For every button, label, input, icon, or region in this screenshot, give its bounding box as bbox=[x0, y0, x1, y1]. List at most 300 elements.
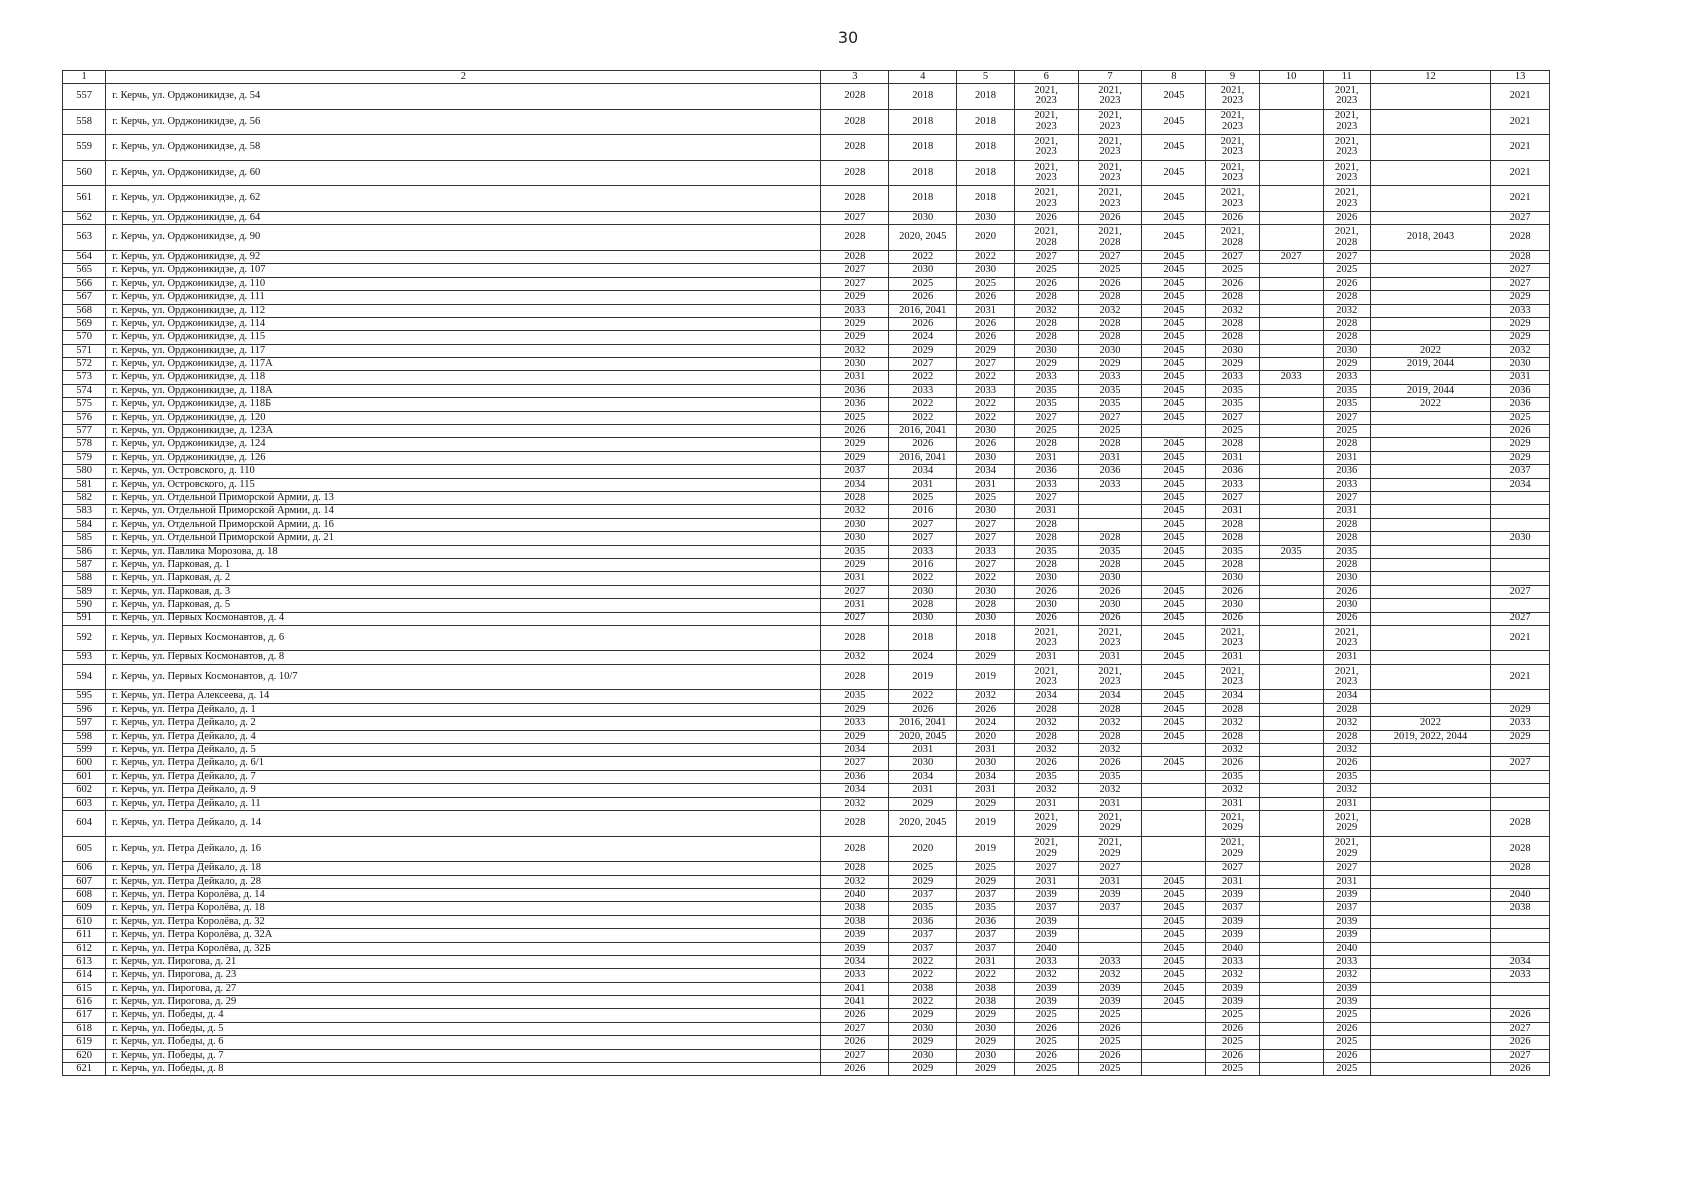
year-cell: 2030 bbox=[1491, 358, 1550, 371]
year-cell: 2028 bbox=[821, 664, 889, 690]
year-cell: 2028 bbox=[821, 862, 889, 875]
year-cell: 2028 bbox=[1323, 317, 1370, 330]
year-cell: 2045 bbox=[1142, 929, 1206, 942]
year-cell: 2033 bbox=[821, 717, 889, 730]
year-cell: 2036 bbox=[821, 384, 889, 397]
year-cell bbox=[1142, 425, 1206, 438]
year-cell bbox=[1259, 225, 1323, 251]
year-cell bbox=[1259, 451, 1323, 464]
address-cell: г. Керчь, ул. Орджоникидзе, д. 110 bbox=[106, 277, 821, 290]
year-cell bbox=[1259, 955, 1323, 968]
row-number-cell: 607 bbox=[63, 875, 106, 888]
year-cell: 2021 bbox=[1491, 186, 1550, 212]
year-cell: 2033 bbox=[889, 545, 957, 558]
address-cell: г. Керчь, ул. Петра Дейкало, д. 16 bbox=[106, 836, 821, 862]
year-cell: 2041 bbox=[821, 996, 889, 1009]
row-number-cell: 568 bbox=[63, 304, 106, 317]
year-cell: 2036 bbox=[821, 398, 889, 411]
year-cell: 2034 bbox=[889, 770, 957, 783]
year-cell bbox=[1142, 744, 1206, 757]
year-cell: 2021, 2029 bbox=[1014, 836, 1078, 862]
year-cell: 2026 bbox=[1323, 1022, 1370, 1035]
year-cell: 2045 bbox=[1142, 84, 1206, 110]
year-cell: 2026 bbox=[1078, 211, 1142, 224]
year-cell: 2029 bbox=[1491, 451, 1550, 464]
year-cell bbox=[1370, 109, 1490, 135]
address-cell: г. Керчь, ул. Петра Дейкало, д. 1 bbox=[106, 703, 821, 716]
year-cell: 2034 bbox=[1491, 478, 1550, 491]
year-cell: 2029 bbox=[1491, 438, 1550, 451]
year-cell: 2029 bbox=[889, 875, 957, 888]
row-number-cell: 564 bbox=[63, 250, 106, 263]
year-cell: 2039 bbox=[1014, 888, 1078, 901]
year-cell: 2028 bbox=[1323, 518, 1370, 531]
table-row bbox=[63, 358, 1550, 371]
address-cell: г. Керчь, ул. Первых Космонавтов, д. 6 bbox=[106, 625, 821, 651]
year-cell: 2035 bbox=[889, 902, 957, 915]
year-cell: 2031 bbox=[957, 478, 1015, 491]
year-cell: 2032 bbox=[1206, 784, 1260, 797]
row-number-cell: 574 bbox=[63, 384, 106, 397]
table-row bbox=[63, 438, 1550, 451]
year-cell: 2021 bbox=[1491, 84, 1550, 110]
year-cell bbox=[1142, 1063, 1206, 1076]
year-cell: 2027 bbox=[1491, 277, 1550, 290]
table-row bbox=[63, 1049, 1550, 1062]
row-number-cell: 620 bbox=[63, 1049, 106, 1062]
year-cell: 2029 bbox=[1323, 358, 1370, 371]
year-cell: 2026 bbox=[821, 1063, 889, 1076]
row-number-cell: 559 bbox=[63, 135, 106, 161]
year-cell: 2035 bbox=[1206, 770, 1260, 783]
row-number-cell: 619 bbox=[63, 1036, 106, 1049]
column-header-row bbox=[63, 71, 1550, 84]
row-number-cell: 614 bbox=[63, 969, 106, 982]
year-cell: 2028 bbox=[1014, 518, 1078, 531]
year-cell: 2029 bbox=[957, 875, 1015, 888]
year-cell: 2039 bbox=[1014, 929, 1078, 942]
year-cell bbox=[1370, 836, 1490, 862]
year-cell: 2029 bbox=[889, 797, 957, 810]
year-cell: 2030 bbox=[957, 585, 1015, 598]
table-row bbox=[63, 225, 1550, 251]
year-cell: 2025 bbox=[1206, 1009, 1260, 1022]
year-cell bbox=[1142, 1049, 1206, 1062]
year-cell bbox=[1370, 942, 1490, 955]
year-cell: 2032 bbox=[1014, 717, 1078, 730]
column-header: 1 bbox=[63, 71, 106, 84]
year-cell: 2028 bbox=[957, 599, 1015, 612]
year-cell: 2021, 2023 bbox=[1206, 109, 1260, 135]
year-cell bbox=[1142, 797, 1206, 810]
address-cell: г. Керчь, ул. Победы, д. 4 bbox=[106, 1009, 821, 1022]
year-cell: 2026 bbox=[1014, 757, 1078, 770]
table-row bbox=[63, 810, 1550, 836]
year-cell: 2028 bbox=[821, 186, 889, 212]
year-cell bbox=[1491, 599, 1550, 612]
year-cell: 2021, 2023 bbox=[1323, 135, 1370, 161]
year-cell: 2025 bbox=[889, 491, 957, 504]
address-cell: г. Керчь, ул. Петра Дейкало, д. 11 bbox=[106, 797, 821, 810]
year-cell bbox=[1078, 942, 1142, 955]
year-cell: 2033 bbox=[1323, 371, 1370, 384]
year-cell: 2025 bbox=[1206, 1036, 1260, 1049]
year-cell: 2034 bbox=[1206, 690, 1260, 703]
year-cell: 2020 bbox=[957, 730, 1015, 743]
row-number-cell: 605 bbox=[63, 836, 106, 862]
address-cell: г. Керчь, ул. Орджоникидзе, д. 120 bbox=[106, 411, 821, 424]
year-cell: 2027 bbox=[821, 612, 889, 625]
year-cell: 2028 bbox=[1206, 438, 1260, 451]
year-cell: 2021, 2023 bbox=[1078, 160, 1142, 186]
year-cell: 2026 bbox=[1078, 1022, 1142, 1035]
year-cell: 2033 bbox=[1014, 955, 1078, 968]
year-cell: 2036 bbox=[1491, 384, 1550, 397]
year-cell: 2021, 2023 bbox=[1078, 109, 1142, 135]
year-cell: 2030 bbox=[957, 211, 1015, 224]
year-cell: 2028 bbox=[1014, 317, 1078, 330]
year-cell: 2025 bbox=[1078, 264, 1142, 277]
table-row bbox=[63, 545, 1550, 558]
row-number-cell: 590 bbox=[63, 599, 106, 612]
year-cell: 2035 bbox=[1206, 545, 1260, 558]
year-cell: 2028 bbox=[1078, 703, 1142, 716]
year-cell: 2026 bbox=[889, 438, 957, 451]
year-cell bbox=[1259, 784, 1323, 797]
year-cell: 2026 bbox=[1206, 612, 1260, 625]
year-cell: 2028 bbox=[1014, 703, 1078, 716]
table-row bbox=[63, 1009, 1550, 1022]
row-number-cell: 584 bbox=[63, 518, 106, 531]
year-cell: 2036 bbox=[1491, 398, 1550, 411]
year-cell: 2022 bbox=[957, 572, 1015, 585]
year-cell: 2030 bbox=[1323, 344, 1370, 357]
year-cell: 2031 bbox=[957, 955, 1015, 968]
year-cell: 2028 bbox=[1206, 518, 1260, 531]
year-cell: 2045 bbox=[1142, 730, 1206, 743]
year-cell bbox=[1142, 836, 1206, 862]
table-row bbox=[63, 331, 1550, 344]
table-row bbox=[63, 558, 1550, 571]
year-cell: 2022 bbox=[957, 371, 1015, 384]
year-cell bbox=[1370, 969, 1490, 982]
year-cell: 2025 bbox=[957, 491, 1015, 504]
year-cell: 2036 bbox=[1078, 465, 1142, 478]
year-cell: 2026 bbox=[1206, 1049, 1260, 1062]
address-cell: г. Керчь, ул. Орджоникидзе, д. 117А bbox=[106, 358, 821, 371]
year-cell: 2045 bbox=[1142, 518, 1206, 531]
year-cell: 2030 bbox=[1014, 572, 1078, 585]
year-cell: 2022 bbox=[1370, 398, 1490, 411]
year-cell bbox=[1259, 344, 1323, 357]
row-number-cell: 599 bbox=[63, 744, 106, 757]
year-cell: 2028 bbox=[821, 109, 889, 135]
table-row bbox=[63, 942, 1550, 955]
year-cell: 2029 bbox=[821, 730, 889, 743]
table-body bbox=[63, 84, 1550, 1076]
year-cell: 2026 bbox=[1323, 585, 1370, 598]
year-cell bbox=[1259, 888, 1323, 901]
year-cell: 2045 bbox=[1142, 996, 1206, 1009]
year-cell: 2038 bbox=[957, 996, 1015, 1009]
year-cell: 2032 bbox=[1206, 717, 1260, 730]
year-cell: 2032 bbox=[821, 797, 889, 810]
year-cell: 2040 bbox=[1206, 942, 1260, 955]
year-cell bbox=[1370, 505, 1490, 518]
year-cell: 2027 bbox=[1014, 491, 1078, 504]
table-row bbox=[63, 465, 1550, 478]
year-cell: 2037 bbox=[889, 929, 957, 942]
year-cell: 2038 bbox=[957, 982, 1015, 995]
year-cell: 2026 bbox=[1323, 757, 1370, 770]
year-cell: 2028 bbox=[1014, 438, 1078, 451]
year-cell bbox=[1491, 942, 1550, 955]
year-cell: 2045 bbox=[1142, 371, 1206, 384]
year-cell: 2032 bbox=[1078, 784, 1142, 797]
year-cell: 2031 bbox=[1078, 451, 1142, 464]
year-cell: 2025 bbox=[889, 277, 957, 290]
year-cell: 2016, 2041 bbox=[889, 451, 957, 464]
year-cell: 2026 bbox=[1078, 757, 1142, 770]
year-cell: 2018 bbox=[889, 186, 957, 212]
year-cell: 2027 bbox=[1206, 491, 1260, 504]
year-cell: 2030 bbox=[889, 211, 957, 224]
year-cell: 2028 bbox=[1491, 836, 1550, 862]
year-cell: 2045 bbox=[1142, 599, 1206, 612]
year-cell bbox=[1259, 304, 1323, 317]
year-cell bbox=[1259, 109, 1323, 135]
year-cell: 2031 bbox=[889, 478, 957, 491]
year-cell: 2029 bbox=[889, 1036, 957, 1049]
year-cell: 2032 bbox=[957, 690, 1015, 703]
year-cell bbox=[1370, 612, 1490, 625]
address-cell: г. Керчь, ул. Орджоникидзе, д. 123А bbox=[106, 425, 821, 438]
year-cell: 2034 bbox=[957, 465, 1015, 478]
year-cell: 2021, 2023 bbox=[1014, 84, 1078, 110]
year-cell: 2026 bbox=[1014, 1049, 1078, 1062]
address-cell: г. Керчь, ул. Пирогова, д. 29 bbox=[106, 996, 821, 1009]
row-number-cell: 595 bbox=[63, 690, 106, 703]
year-cell: 2021 bbox=[1491, 625, 1550, 651]
year-cell: 2032 bbox=[1078, 304, 1142, 317]
year-cell: 2021, 2023 bbox=[1014, 625, 1078, 651]
year-cell: 2027 bbox=[889, 532, 957, 545]
year-cell: 2031 bbox=[1078, 651, 1142, 664]
year-cell bbox=[1259, 757, 1323, 770]
year-cell: 2022 bbox=[889, 955, 957, 968]
year-cell: 2029 bbox=[1206, 358, 1260, 371]
row-number-cell: 608 bbox=[63, 888, 106, 901]
year-cell: 2036 bbox=[821, 770, 889, 783]
year-cell: 2026 bbox=[889, 703, 957, 716]
year-cell bbox=[1259, 744, 1323, 757]
year-cell: 2045 bbox=[1142, 344, 1206, 357]
year-cell: 2021, 2023 bbox=[1078, 186, 1142, 212]
year-cell: 2025 bbox=[1323, 1036, 1370, 1049]
year-cell: 2039 bbox=[1206, 888, 1260, 901]
year-cell bbox=[1491, 797, 1550, 810]
table-row bbox=[63, 532, 1550, 545]
year-cell bbox=[1259, 277, 1323, 290]
year-cell: 2021, 2023 bbox=[1014, 664, 1078, 690]
year-cell bbox=[1142, 1009, 1206, 1022]
year-cell: 2045 bbox=[1142, 225, 1206, 251]
year-cell: 2029 bbox=[957, 651, 1015, 664]
year-cell: 2037 bbox=[889, 942, 957, 955]
year-cell: 2025 bbox=[1206, 425, 1260, 438]
year-cell: 2031 bbox=[1491, 371, 1550, 384]
year-cell: 2022 bbox=[889, 996, 957, 1009]
year-cell: 2026 bbox=[1206, 1022, 1260, 1035]
year-cell: 2027 bbox=[1491, 612, 1550, 625]
year-cell: 2029 bbox=[957, 1036, 1015, 1049]
year-cell: 2030 bbox=[1078, 572, 1142, 585]
table-row bbox=[63, 250, 1550, 263]
year-cell: 2032 bbox=[1014, 304, 1078, 317]
year-cell bbox=[1491, 915, 1550, 928]
year-cell bbox=[1370, 491, 1490, 504]
year-cell: 2026 bbox=[1491, 1009, 1550, 1022]
year-cell: 2038 bbox=[821, 915, 889, 928]
address-cell: г. Керчь, ул. Петра Дейкало, д. 7 bbox=[106, 770, 821, 783]
year-cell: 2027 bbox=[889, 358, 957, 371]
year-cell: 2030 bbox=[1323, 599, 1370, 612]
year-cell bbox=[1491, 982, 1550, 995]
year-cell bbox=[1491, 651, 1550, 664]
address-cell: г. Керчь, ул. Орджоникидзе, д. 117 bbox=[106, 344, 821, 357]
year-cell: 2045 bbox=[1142, 317, 1206, 330]
table-row bbox=[63, 585, 1550, 598]
year-cell: 2016 bbox=[889, 505, 957, 518]
year-cell bbox=[1370, 797, 1490, 810]
address-cell: г. Керчь, ул. Петра Дейкало, д. 6/1 bbox=[106, 757, 821, 770]
year-cell: 2022 bbox=[957, 411, 1015, 424]
year-cell: 2045 bbox=[1142, 398, 1206, 411]
year-cell: 2033 bbox=[1078, 478, 1142, 491]
year-cell: 2035 bbox=[1014, 770, 1078, 783]
year-cell bbox=[1142, 1022, 1206, 1035]
year-cell bbox=[1259, 491, 1323, 504]
year-cell: 2022 bbox=[1370, 344, 1490, 357]
year-cell: 2018 bbox=[957, 186, 1015, 212]
year-cell: 2021, 2023 bbox=[1323, 664, 1370, 690]
year-cell: 2021, 2023 bbox=[1078, 135, 1142, 161]
year-cell: 2033 bbox=[1078, 955, 1142, 968]
year-cell: 2045 bbox=[1142, 135, 1206, 161]
year-cell: 2045 bbox=[1142, 875, 1206, 888]
year-cell: 2022 bbox=[957, 969, 1015, 982]
year-cell: 2038 bbox=[821, 902, 889, 915]
year-cell: 2026 bbox=[1323, 211, 1370, 224]
year-cell: 2037 bbox=[1206, 902, 1260, 915]
table-row bbox=[63, 1036, 1550, 1049]
year-cell: 2039 bbox=[1014, 982, 1078, 995]
table-row bbox=[63, 955, 1550, 968]
year-cell: 2045 bbox=[1142, 585, 1206, 598]
year-cell: 2032 bbox=[1323, 744, 1370, 757]
year-cell: 2030 bbox=[821, 532, 889, 545]
year-cell: 2033 bbox=[1014, 478, 1078, 491]
year-cell: 2045 bbox=[1142, 690, 1206, 703]
address-cell: г. Керчь, ул. Победы, д. 5 bbox=[106, 1022, 821, 1035]
year-cell: 2040 bbox=[1323, 942, 1370, 955]
year-cell bbox=[1259, 797, 1323, 810]
year-cell: 2035 bbox=[1206, 398, 1260, 411]
year-cell: 2031 bbox=[1014, 651, 1078, 664]
table-row bbox=[63, 277, 1550, 290]
year-cell: 2035 bbox=[1323, 398, 1370, 411]
year-cell: 2018 bbox=[957, 135, 1015, 161]
year-cell: 2030 bbox=[957, 1049, 1015, 1062]
row-number-cell: 618 bbox=[63, 1022, 106, 1035]
year-cell: 2033 bbox=[1206, 371, 1260, 384]
year-cell: 2045 bbox=[1142, 438, 1206, 451]
year-cell: 2029 bbox=[821, 703, 889, 716]
year-cell: 2018 bbox=[957, 160, 1015, 186]
year-cell bbox=[1259, 186, 1323, 212]
year-cell: 2030 bbox=[889, 1022, 957, 1035]
row-number-cell: 565 bbox=[63, 264, 106, 277]
address-cell: г. Керчь, ул. Орджоникидзе, д. 107 bbox=[106, 264, 821, 277]
year-cell: 2025 bbox=[1078, 1063, 1142, 1076]
year-cell bbox=[1370, 862, 1490, 875]
year-cell: 2037 bbox=[1078, 902, 1142, 915]
year-cell bbox=[1078, 518, 1142, 531]
year-cell: 2025 bbox=[1014, 1009, 1078, 1022]
year-cell: 2045 bbox=[1142, 250, 1206, 263]
year-cell: 2026 bbox=[889, 291, 957, 304]
row-number-cell: 616 bbox=[63, 996, 106, 1009]
year-cell: 2031 bbox=[1323, 505, 1370, 518]
year-cell bbox=[1259, 982, 1323, 995]
year-cell: 2019 bbox=[957, 664, 1015, 690]
year-cell: 2033 bbox=[821, 304, 889, 317]
year-cell: 2035 bbox=[821, 690, 889, 703]
year-cell: 2021, 2023 bbox=[1078, 664, 1142, 690]
address-cell: г. Керчь, ул. Островского, д. 115 bbox=[106, 478, 821, 491]
year-cell: 2025 bbox=[1323, 264, 1370, 277]
year-cell: 2027 bbox=[957, 532, 1015, 545]
year-cell: 2028 bbox=[1078, 558, 1142, 571]
column-header: 6 bbox=[1014, 71, 1078, 84]
year-cell: 2021 bbox=[1491, 109, 1550, 135]
year-cell: 2026 bbox=[1323, 1049, 1370, 1062]
year-cell bbox=[1491, 545, 1550, 558]
year-cell: 2025 bbox=[1491, 411, 1550, 424]
year-cell: 2039 bbox=[1206, 996, 1260, 1009]
year-cell: 2027 bbox=[1206, 411, 1260, 424]
address-cell: г. Керчь, ул. Орджоникидзе, д. 118Б bbox=[106, 398, 821, 411]
row-number-cell: 563 bbox=[63, 225, 106, 251]
address-cell: г. Керчь, ул. Петра Королёва, д. 32Б bbox=[106, 942, 821, 955]
year-cell: 2035 bbox=[1014, 384, 1078, 397]
year-cell: 2028 bbox=[1014, 331, 1078, 344]
year-cell: 2039 bbox=[1078, 996, 1142, 1009]
year-cell: 2045 bbox=[1142, 545, 1206, 558]
year-cell: 2045 bbox=[1142, 277, 1206, 290]
year-cell: 2045 bbox=[1142, 942, 1206, 955]
year-cell: 2030 bbox=[1491, 532, 1550, 545]
address-cell: г. Керчь, ул. Петра Дейкало, д. 9 bbox=[106, 784, 821, 797]
year-cell: 2030 bbox=[1206, 572, 1260, 585]
year-cell: 2032 bbox=[1014, 744, 1078, 757]
year-cell: 2021, 2028 bbox=[1014, 225, 1078, 251]
column-header: 2 bbox=[106, 71, 821, 84]
year-cell bbox=[1259, 438, 1323, 451]
address-cell: г. Керчь, ул. Петра Алексеева, д. 14 bbox=[106, 690, 821, 703]
year-cell bbox=[1078, 505, 1142, 518]
address-cell: г. Керчь, ул. Отдельной Приморской Армии, д. 13 bbox=[106, 491, 821, 504]
